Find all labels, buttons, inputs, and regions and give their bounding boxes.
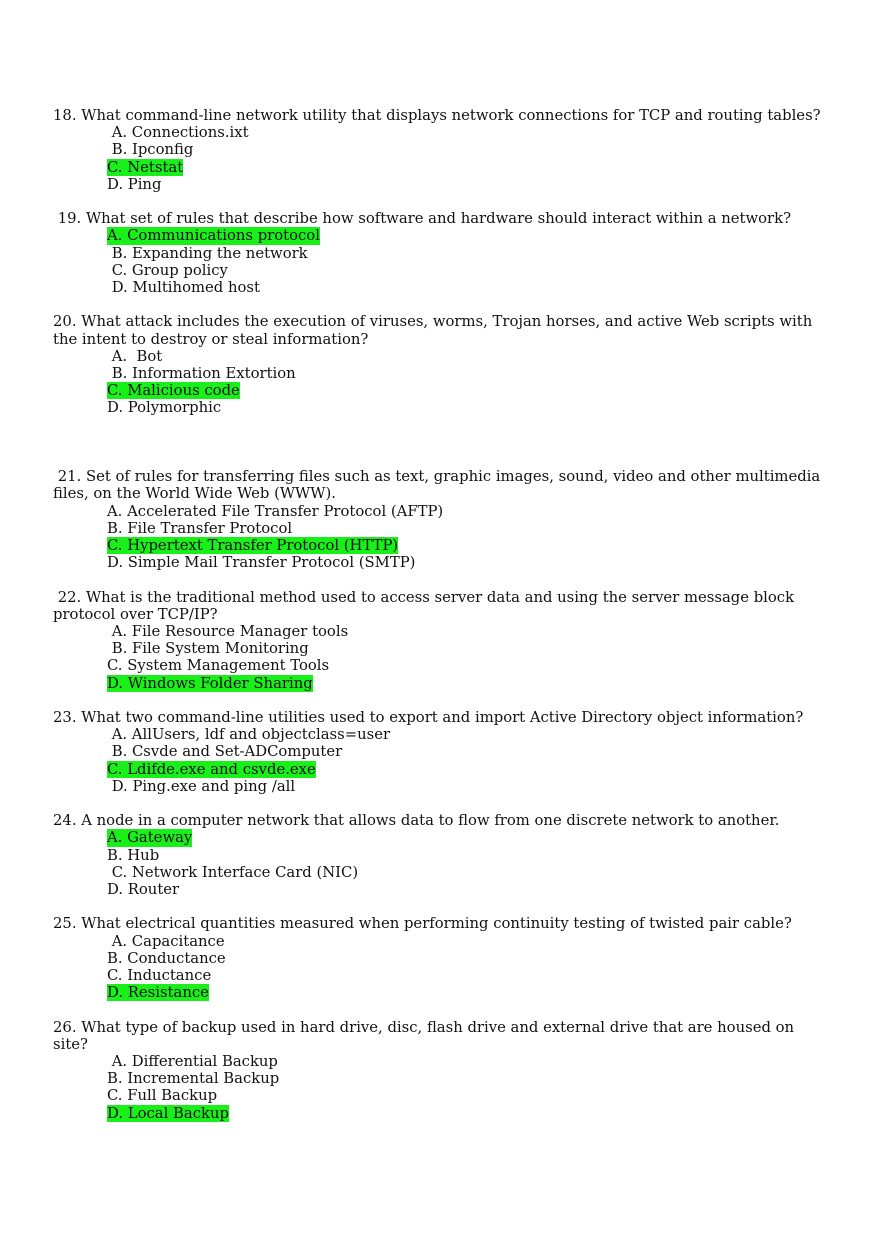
option-label: D. Ping — [107, 175, 162, 193]
option-label: A. Capacitance — [107, 932, 225, 950]
answer-option — [53, 640, 843, 657]
question-block — [53, 210, 843, 296]
question-block — [53, 468, 843, 571]
answer-option — [53, 279, 843, 296]
option-label: B. Conductance — [107, 949, 226, 967]
answer-option — [53, 933, 843, 950]
answer-option — [53, 950, 843, 967]
quiz-document — [53, 107, 843, 1139]
option-label: B. File System Monitoring — [107, 640, 309, 658]
question-text: 25. What electrical quantities measured when performing continuity testing of twisted pair cable? — [53, 915, 792, 933]
answer-option-correct — [53, 761, 843, 778]
question-block — [53, 812, 843, 898]
answer-option — [53, 124, 843, 141]
option-label: A. AllUsers, ldf and objectclass=user — [107, 726, 391, 744]
option-label: A. Gateway — [107, 829, 193, 847]
option-label: B. Hub — [107, 846, 160, 864]
question-text: 24. A node in a computer network that allows data to flow from one discrete network to another. — [53, 812, 780, 830]
answer-option — [53, 262, 843, 279]
question-text: 22. What is the traditional method used to access server data and using the server message block — [53, 588, 795, 606]
option-label: C. Hypertext Transfer Protocol (HTTP) — [107, 537, 399, 555]
option-label: D. Multihomed host — [107, 279, 260, 297]
option-label: A. Bot — [107, 347, 163, 365]
option-label: D. Windows Folder Sharing — [107, 674, 313, 692]
question-text: 18. What command-line network utility that displays network connections for TCP and routing tables? — [53, 107, 821, 124]
answer-option-correct — [53, 159, 843, 176]
option-label: D. Ping.exe and ping /all — [107, 777, 296, 795]
option-label: C. Full Backup — [107, 1087, 218, 1105]
option-label: C. Network Interface Card (NIC) — [107, 863, 359, 881]
answer-option — [53, 554, 843, 571]
answer-option — [53, 348, 843, 365]
answer-option — [53, 657, 843, 674]
option-label: C. Group policy — [107, 261, 228, 279]
option-label: B. Ipconfig — [107, 141, 194, 159]
option-label: C. Netstat — [107, 158, 184, 176]
option-label: B. Incremental Backup — [107, 1070, 280, 1088]
answer-option — [53, 847, 843, 864]
answer-option-correct — [53, 227, 843, 244]
question-block — [53, 313, 843, 416]
answer-option — [53, 176, 843, 193]
answer-option — [53, 864, 843, 881]
answer-option — [53, 623, 843, 640]
option-label: C. Malicious code — [107, 382, 240, 400]
option-label: D. Local Backup — [107, 1104, 229, 1122]
answer-option — [53, 967, 843, 984]
answer-option — [53, 1053, 843, 1070]
answer-option — [53, 778, 843, 795]
option-label: D. Polymorphic — [107, 399, 222, 417]
option-label: D. Resistance — [107, 984, 209, 1002]
question-block — [53, 709, 843, 795]
question-text: 26. What type of backup used in hard drive, disc, flash drive and external drive that are housed on — [53, 1018, 795, 1036]
answer-option — [53, 726, 843, 743]
option-label: B. Information Extortion — [107, 365, 296, 383]
answer-option-correct — [53, 984, 843, 1001]
question-text: 19. What set of rules that describe how software and hardware should interact within a network? — [53, 210, 792, 228]
answer-option — [53, 365, 843, 382]
answer-option-correct — [53, 829, 843, 846]
option-label: B. Expanding the network — [107, 244, 308, 262]
answer-option — [53, 399, 843, 416]
option-label: A. Connections.ixt — [107, 124, 249, 142]
question-text: 21. Set of rules for transferring files such as text, graphic images, sound, video and other multimedia — [53, 468, 821, 486]
question-block — [53, 915, 843, 1001]
option-label: C. Inductance — [107, 967, 212, 985]
option-label: B. File Transfer Protocol — [107, 519, 293, 537]
question-block — [53, 107, 843, 193]
option-label: C. System Management Tools — [107, 657, 330, 675]
answer-option-correct — [53, 537, 843, 554]
option-label: C. Ldifde.exe and csvde.exe — [107, 760, 316, 778]
question-block — [53, 1019, 843, 1122]
question-text: site? — [53, 1035, 88, 1053]
answer-option — [53, 881, 843, 898]
answer-option — [53, 245, 843, 262]
option-label: D. Simple Mail Transfer Protocol (SMTP) — [107, 554, 416, 572]
answer-option — [53, 503, 843, 520]
answer-option — [53, 141, 843, 158]
option-label: D. Router — [107, 881, 180, 899]
question-text: the intent to destroy or steal information? — [53, 330, 369, 348]
answer-option — [53, 1087, 843, 1104]
option-label: A. Communications protocol — [107, 227, 320, 245]
question-block — [53, 589, 843, 692]
answer-option — [53, 1070, 843, 1087]
question-text: files, on the World Wide Web (WWW). — [53, 485, 336, 503]
answer-option — [53, 743, 843, 760]
answer-option-correct — [53, 1105, 843, 1122]
answer-option — [53, 520, 843, 537]
option-label: B. Csvde and Set-ADComputer — [107, 743, 343, 761]
option-label: A. Accelerated File Transfer Protocol (AFTP) — [107, 502, 444, 520]
question-text: protocol over TCP/IP? — [53, 605, 218, 623]
answer-option-correct — [53, 675, 843, 692]
question-text: 23. What two command-line utilities used to export and import Active Directory object information? — [53, 709, 804, 727]
answer-option-correct — [53, 382, 843, 399]
option-label: A. File Resource Manager tools — [107, 623, 349, 641]
option-label: A. Differential Backup — [107, 1053, 278, 1071]
question-text: 20. What attack includes the execution of viruses, worms, Trojan horses, and active Web scripts with — [53, 313, 813, 331]
